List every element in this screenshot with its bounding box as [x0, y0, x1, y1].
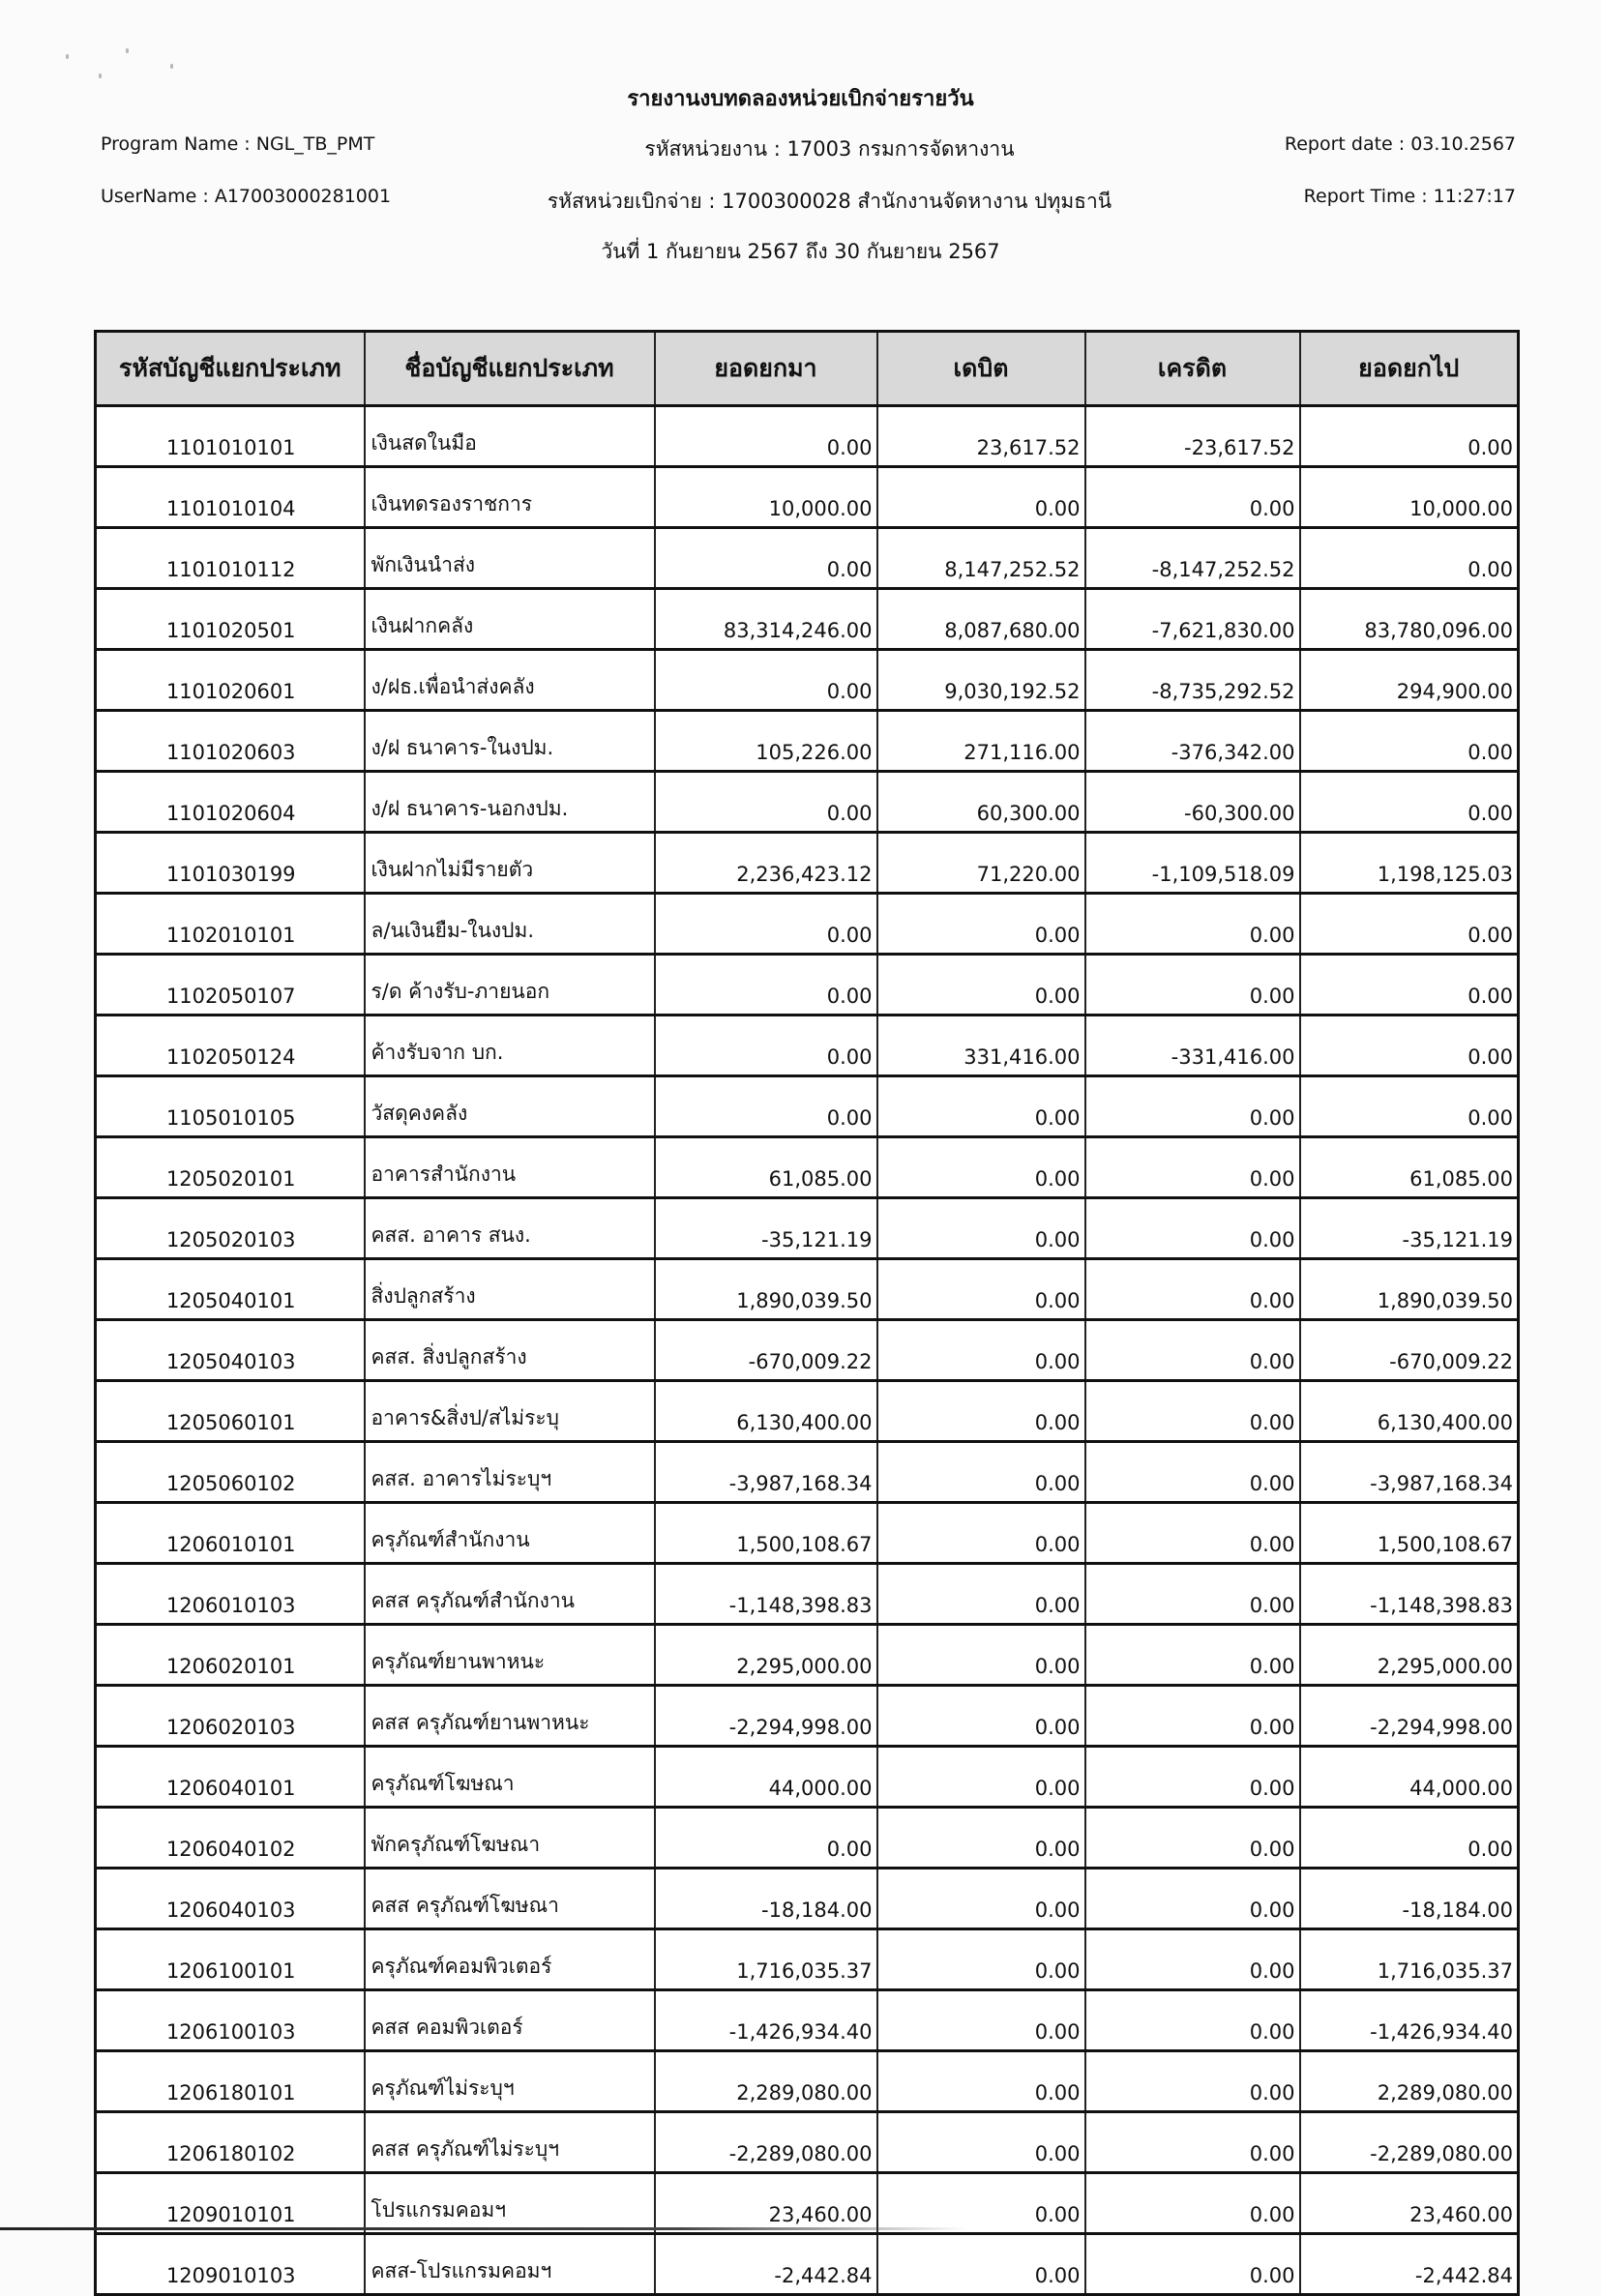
- table-row: [96, 1381, 1519, 1442]
- table-row: [96, 1808, 1519, 1869]
- table-row: [96, 955, 1519, 1016]
- account-code-cell: 1206020101: [96, 1625, 365, 1686]
- debit-cell: 0.00: [877, 1869, 1085, 1929]
- opening-balance-cell: 61,085.00: [655, 1137, 877, 1198]
- closing-balance-cell: 1,500,108.67: [1300, 1503, 1519, 1564]
- closing-balance-cell: 0.00: [1300, 1808, 1519, 1869]
- account-code-cell: 1102050107: [96, 955, 365, 1016]
- closing-balance-cell: 0.00: [1300, 1016, 1519, 1076]
- credit-cell: 0.00: [1085, 1137, 1300, 1198]
- opening-balance-cell: 105,226.00: [655, 711, 877, 772]
- account-code-cell: 1206040102: [96, 1808, 365, 1869]
- table-row: [96, 1259, 1519, 1320]
- account-name-cell: คสส. สิ่งปลูกสร้าง: [365, 1320, 655, 1381]
- debit-cell: 0.00: [877, 894, 1085, 955]
- table-row: [96, 1137, 1519, 1198]
- debit-cell: 8,147,252.52: [877, 528, 1085, 589]
- debit-cell: 8,087,680.00: [877, 589, 1085, 650]
- account-code-cell: 1206020103: [96, 1686, 365, 1747]
- debit-cell: 0.00: [877, 1076, 1085, 1137]
- account-code-cell: 1205020103: [96, 1198, 365, 1259]
- account-name-cell: อาคารสำนักงาน: [365, 1137, 655, 1198]
- page-bottom-rule: [0, 2227, 967, 2230]
- account-code-cell: 1206100101: [96, 1929, 365, 1990]
- closing-balance-cell: 1,198,125.03: [1300, 833, 1519, 894]
- report-period: วันที่ 1 กันยายน 2567 ถึง 30 กันยายน 2567: [601, 240, 1000, 263]
- opening-balance-cell: 1,500,108.67: [655, 1503, 877, 1564]
- debit-cell: 0.00: [877, 1381, 1085, 1442]
- debit-cell: 0.00: [877, 1442, 1085, 1503]
- opening-balance-cell: -18,184.00: [655, 1869, 877, 1929]
- debit-cell: 0.00: [877, 1198, 1085, 1259]
- debit-cell: 0.00: [877, 2234, 1085, 2295]
- debit-cell: 0.00: [877, 1564, 1085, 1625]
- closing-balance-cell: -3,987,168.34: [1300, 1442, 1519, 1503]
- account-code-cell: 1205020101: [96, 1137, 365, 1198]
- table-row: [96, 650, 1519, 711]
- account-code-cell: 1206010101: [96, 1503, 365, 1564]
- credit-cell: 0.00: [1085, 1747, 1300, 1808]
- account-code-cell: 1101020603: [96, 711, 365, 772]
- account-name-cell: เงินฝากคลัง: [365, 589, 655, 650]
- table-row: [96, 1686, 1519, 1747]
- account-name-cell: ง/ฝธ.เพื่อนำส่งคลัง: [365, 650, 655, 711]
- debit-cell: 0.00: [877, 2051, 1085, 2112]
- opening-balance-cell: -670,009.22: [655, 1320, 877, 1381]
- closing-balance-cell: 294,900.00: [1300, 650, 1519, 711]
- opening-balance-cell: -1,148,398.83: [655, 1564, 877, 1625]
- debit-cell: 0.00: [877, 2112, 1085, 2173]
- col-header-opening-balance: ยอดยกมา: [655, 332, 877, 406]
- opening-balance-cell: 0.00: [655, 650, 877, 711]
- table-row: [96, 2173, 1519, 2234]
- account-code-cell: 1205040101: [96, 1259, 365, 1320]
- closing-balance-cell: 2,289,080.00: [1300, 2051, 1519, 2112]
- closing-balance-cell: -1,426,934.40: [1300, 1990, 1519, 2051]
- account-code-cell: 1206010103: [96, 1564, 365, 1625]
- debit-cell: 0.00: [877, 467, 1085, 528]
- credit-cell: 0.00: [1085, 2234, 1300, 2295]
- credit-cell: -8,735,292.52: [1085, 650, 1300, 711]
- opening-balance-cell: 10,000.00: [655, 467, 877, 528]
- credit-cell: -376,342.00: [1085, 711, 1300, 772]
- program-name: Program Name : NGL_TB_PMT: [101, 133, 375, 155]
- opening-balance-cell: 0.00: [655, 1076, 877, 1137]
- closing-balance-cell: 61,085.00: [1300, 1137, 1519, 1198]
- table-row: [96, 589, 1519, 650]
- debit-cell: 0.00: [877, 1320, 1085, 1381]
- opening-balance-cell: 1,716,035.37: [655, 1929, 877, 1990]
- opening-balance-cell: 83,314,246.00: [655, 589, 877, 650]
- account-name-cell: ร/ด ค้างรับ-ภายนอก: [365, 955, 655, 1016]
- debit-cell: 331,416.00: [877, 1016, 1085, 1076]
- closing-balance-cell: 0.00: [1300, 528, 1519, 589]
- account-name-cell: คสส ครุภัณฑ์สำนักงาน: [365, 1564, 655, 1625]
- credit-cell: 0.00: [1085, 1990, 1300, 2051]
- closing-balance-cell: 0.00: [1300, 955, 1519, 1016]
- opening-balance-cell: 2,295,000.00: [655, 1625, 877, 1686]
- account-name-cell: ค้างรับจาก บก.: [365, 1016, 655, 1076]
- closing-balance-cell: -18,184.00: [1300, 1869, 1519, 1929]
- table-row: [96, 1990, 1519, 2051]
- account-code-cell: 1105010105: [96, 1076, 365, 1137]
- credit-cell: 0.00: [1085, 1259, 1300, 1320]
- table-row: [96, 1442, 1519, 1503]
- account-code-cell: 1205060101: [96, 1381, 365, 1442]
- credit-cell: 0.00: [1085, 1929, 1300, 1990]
- table-row: [96, 1198, 1519, 1259]
- credit-cell: 0.00: [1085, 894, 1300, 955]
- credit-cell: 0.00: [1085, 1686, 1300, 1747]
- account-name-cell: วัสดุคงคลัง: [365, 1076, 655, 1137]
- closing-balance-cell: 0.00: [1300, 772, 1519, 833]
- account-name-cell: เงินฝากไม่มีรายตัว: [365, 833, 655, 894]
- account-name-cell: ครุภัณฑ์สำนักงาน: [365, 1503, 655, 1564]
- opening-balance-cell: 2,236,423.12: [655, 833, 877, 894]
- credit-cell: 0.00: [1085, 1869, 1300, 1929]
- opening-balance-cell: 0.00: [655, 772, 877, 833]
- opening-balance-cell: 1,890,039.50: [655, 1259, 877, 1320]
- opening-balance-cell: 0.00: [655, 1808, 877, 1869]
- closing-balance-cell: -2,442.84: [1300, 2234, 1519, 2295]
- account-code-cell: 1101010101: [96, 406, 365, 467]
- account-name-cell: คสส คอมพิวเตอร์: [365, 1990, 655, 2051]
- table-row: [96, 1929, 1519, 1990]
- account-code-cell: 1205040103: [96, 1320, 365, 1381]
- credit-cell: -60,300.00: [1085, 772, 1300, 833]
- col-header-account-name: ชื่อบัญชีแยกประเภท: [365, 332, 655, 406]
- debit-cell: 0.00: [877, 1747, 1085, 1808]
- table-row: [96, 1564, 1519, 1625]
- debit-cell: 271,116.00: [877, 711, 1085, 772]
- closing-balance-cell: 10,000.00: [1300, 467, 1519, 528]
- account-name-cell: ครุภัณฑ์ไม่ระบุฯ: [365, 2051, 655, 2112]
- credit-cell: 0.00: [1085, 2051, 1300, 2112]
- account-code-cell: 1206180102: [96, 2112, 365, 2173]
- credit-cell: -23,617.52: [1085, 406, 1300, 467]
- col-header-account-code: รหัสบัญชีแยกประเภท: [96, 332, 365, 406]
- account-code-cell: 1101010104: [96, 467, 365, 528]
- opening-balance-cell: 6,130,400.00: [655, 1381, 877, 1442]
- closing-balance-cell: 83,780,096.00: [1300, 589, 1519, 650]
- credit-cell: 0.00: [1085, 1564, 1300, 1625]
- credit-cell: -331,416.00: [1085, 1016, 1300, 1076]
- credit-cell: 0.00: [1085, 1198, 1300, 1259]
- account-name-cell: ง/ฝ ธนาคาร-ในงปม.: [365, 711, 655, 772]
- account-code-cell: 1101020604: [96, 772, 365, 833]
- account-name-cell: เงินสดในมือ: [365, 406, 655, 467]
- account-name-cell: ง/ฝ ธนาคาร-นอกงปม.: [365, 772, 655, 833]
- table-row: [96, 1076, 1519, 1137]
- table-row: [96, 1016, 1519, 1076]
- debit-cell: 0.00: [877, 1686, 1085, 1747]
- account-name-cell: คสส ครุภัณฑ์ไม่ระบุฯ: [365, 2112, 655, 2173]
- table-row: [96, 2112, 1519, 2173]
- closing-balance-cell: 6,130,400.00: [1300, 1381, 1519, 1442]
- debit-cell: 23,617.52: [877, 406, 1085, 467]
- col-header-debit: เดบิต: [877, 332, 1085, 406]
- debit-cell: 0.00: [877, 2173, 1085, 2234]
- report-time: Report Time : 11:27:17: [1303, 186, 1516, 207]
- table-row: [96, 894, 1519, 955]
- credit-cell: -8,147,252.52: [1085, 528, 1300, 589]
- account-name-cell: คสส-โปรแกรมคอมฯ: [365, 2234, 655, 2295]
- credit-cell: 0.00: [1085, 2173, 1300, 2234]
- account-code-cell: 1101030199: [96, 833, 365, 894]
- account-name-cell: คสส ครุภัณฑ์โฆษณา: [365, 1869, 655, 1929]
- account-name-cell: เงินทดรองราชการ: [365, 467, 655, 528]
- opening-balance-cell: 0.00: [655, 528, 877, 589]
- agency-code: รหัสหน่วยงาน : 17003 กรมการจัดหางาน: [644, 137, 1015, 161]
- closing-balance-cell: 0.00: [1300, 1076, 1519, 1137]
- table-body: [96, 406, 1519, 2295]
- closing-balance-cell: 1,890,039.50: [1300, 1259, 1519, 1320]
- closing-balance-cell: -670,009.22: [1300, 1320, 1519, 1381]
- credit-cell: 0.00: [1085, 1381, 1300, 1442]
- table-row: [96, 711, 1519, 772]
- debit-cell: 0.00: [877, 1503, 1085, 1564]
- closing-balance-cell: 0.00: [1300, 894, 1519, 955]
- account-code-cell: 1209010103: [96, 2234, 365, 2295]
- debit-cell: 0.00: [877, 1259, 1085, 1320]
- debit-cell: 0.00: [877, 1808, 1085, 1869]
- account-code-cell: 1101020601: [96, 650, 365, 711]
- debit-cell: 0.00: [877, 1929, 1085, 1990]
- account-code-cell: 1102050124: [96, 1016, 365, 1076]
- opening-balance-cell: 23,460.00: [655, 2173, 877, 2234]
- closing-balance-cell: 23,460.00: [1300, 2173, 1519, 2234]
- opening-balance-cell: -2,289,080.00: [655, 2112, 877, 2173]
- opening-balance-cell: 0.00: [655, 894, 877, 955]
- trial-balance-table: [94, 330, 1520, 2296]
- disbursing-unit: รหัสหน่วยเบิกจ่าย : 1700300028 สำนักงานจัดหางาน ปทุมธานี: [547, 190, 1112, 213]
- credit-cell: 0.00: [1085, 1442, 1300, 1503]
- credit-cell: 0.00: [1085, 1503, 1300, 1564]
- debit-cell: 71,220.00: [877, 833, 1085, 894]
- col-header-credit: เครดิต: [1085, 332, 1300, 406]
- col-header-closing-balance: ยอดยกไป: [1300, 332, 1519, 406]
- account-code-cell: 1101020501: [96, 589, 365, 650]
- credit-cell: 0.00: [1085, 1320, 1300, 1381]
- account-name-cell: ครุภัณฑ์โฆษณา: [365, 1747, 655, 1808]
- account-code-cell: 1206040101: [96, 1747, 365, 1808]
- debit-cell: 0.00: [877, 1625, 1085, 1686]
- closing-balance-cell: -1,148,398.83: [1300, 1564, 1519, 1625]
- table-row: [96, 528, 1519, 589]
- account-name-cell: คสส. อาคาร สนง.: [365, 1198, 655, 1259]
- debit-cell: 0.00: [877, 1137, 1085, 1198]
- account-code-cell: 1206180101: [96, 2051, 365, 2112]
- opening-balance-cell: 0.00: [655, 955, 877, 1016]
- credit-cell: 0.00: [1085, 955, 1300, 1016]
- account-name-cell: คสส ครุภัณฑ์ยานพาหนะ: [365, 1686, 655, 1747]
- account-name-cell: ครุภัณฑ์คอมพิวเตอร์: [365, 1929, 655, 1990]
- account-name-cell: ครุภัณฑ์ยานพาหนะ: [365, 1625, 655, 1686]
- account-name-cell: ล/นเงินยืม-ในงปม.: [365, 894, 655, 955]
- opening-balance-cell: -35,121.19: [655, 1198, 877, 1259]
- account-code-cell: 1102010101: [96, 894, 365, 955]
- credit-cell: 0.00: [1085, 467, 1300, 528]
- credit-cell: 0.00: [1085, 1808, 1300, 1869]
- table-row: [96, 833, 1519, 894]
- table-row: [96, 1869, 1519, 1929]
- table-row: [96, 406, 1519, 467]
- debit-cell: 9,030,192.52: [877, 650, 1085, 711]
- opening-balance-cell: 0.00: [655, 1016, 877, 1076]
- opening-balance-cell: 2,289,080.00: [655, 2051, 877, 2112]
- opening-balance-cell: -2,442.84: [655, 2234, 877, 2295]
- closing-balance-cell: 2,295,000.00: [1300, 1625, 1519, 1686]
- table-row: [96, 467, 1519, 528]
- debit-cell: 60,300.00: [877, 772, 1085, 833]
- closing-balance-cell: -2,289,080.00: [1300, 2112, 1519, 2173]
- report-title: รายงานงบทดลองหน่วยเบิกจ่ายรายวัน: [627, 87, 974, 111]
- credit-cell: 0.00: [1085, 1076, 1300, 1137]
- opening-balance-cell: 0.00: [655, 406, 877, 467]
- table-row: [96, 1625, 1519, 1686]
- account-code-cell: 1101010112: [96, 528, 365, 589]
- opening-balance-cell: -1,426,934.40: [655, 1990, 877, 2051]
- opening-balance-cell: -3,987,168.34: [655, 1442, 877, 1503]
- closing-balance-cell: 1,716,035.37: [1300, 1929, 1519, 1990]
- debit-cell: 0.00: [877, 955, 1085, 1016]
- closing-balance-cell: 0.00: [1300, 711, 1519, 772]
- account-name-cell: สิ่งปลูกสร้าง: [365, 1259, 655, 1320]
- closing-balance-cell: 44,000.00: [1300, 1747, 1519, 1808]
- opening-balance-cell: 44,000.00: [655, 1747, 877, 1808]
- debit-cell: 0.00: [877, 1990, 1085, 2051]
- account-name-cell: พักเงินนำส่ง: [365, 528, 655, 589]
- account-code-cell: 1206040103: [96, 1869, 365, 1929]
- closing-balance-cell: -2,294,998.00: [1300, 1686, 1519, 1747]
- table-row: [96, 2051, 1519, 2112]
- opening-balance-cell: -2,294,998.00: [655, 1686, 877, 1747]
- table-row: [96, 1503, 1519, 1564]
- account-name-cell: คสส. อาคารไม่ระบุฯ: [365, 1442, 655, 1503]
- account-name-cell: พักครุภัณฑ์โฆษณา: [365, 1808, 655, 1869]
- credit-cell: 0.00: [1085, 1625, 1300, 1686]
- credit-cell: -1,109,518.09: [1085, 833, 1300, 894]
- account-code-cell: 1209010101: [96, 2173, 365, 2234]
- account-name-cell: โปรแกรมคอมฯ: [365, 2173, 655, 2234]
- account-code-cell: 1205060102: [96, 1442, 365, 1503]
- account-code-cell: 1206100103: [96, 1990, 365, 2051]
- report-date: Report date : 03.10.2567: [1284, 133, 1516, 155]
- table-row: [96, 772, 1519, 833]
- credit-cell: 0.00: [1085, 2112, 1300, 2173]
- credit-cell: -7,621,830.00: [1085, 589, 1300, 650]
- closing-balance-cell: 0.00: [1300, 406, 1519, 467]
- table-row: [96, 1747, 1519, 1808]
- table-row: [96, 1320, 1519, 1381]
- table-row: [96, 2234, 1519, 2295]
- closing-balance-cell: -35,121.19: [1300, 1198, 1519, 1259]
- account-name-cell: อาคาร&สิ่งป/สไม่ระบุ: [365, 1381, 655, 1442]
- user-name: UserName : A17003000281001: [101, 186, 392, 207]
- table-header-row: [96, 332, 1519, 406]
